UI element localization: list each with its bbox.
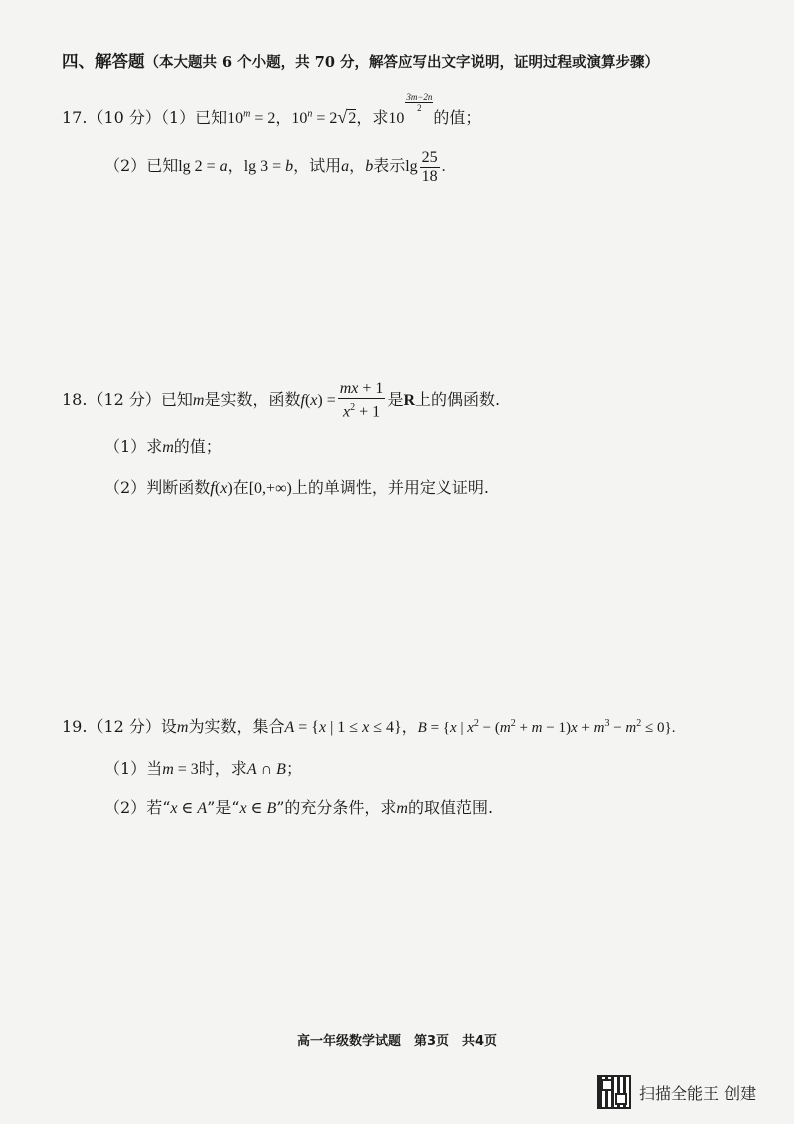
q17-lg-frac: lg $\frac{25}{18}$ . [405,148,446,185]
q19-intersection: A ∩ B [246,761,286,778]
q17-part2-text1: 已知 [146,156,179,175]
q17-number: 17. [62,108,88,127]
q17-part1-label: （1） [160,108,196,127]
q18-part1-label: （1） [104,437,147,456]
q17-formula-10n: $10^n = 2√2$ [291,107,357,127]
scanner-watermark [597,1075,756,1109]
q18-text2: 是实数，函数 [204,390,301,410]
q18-function: f [300,392,305,410]
q17-part1-text1: 已知 [195,108,228,127]
q18-part2-label: （2） [104,478,147,497]
q19-part2-text3: ”的充分条件，求 [276,798,397,817]
section-header [62,52,659,73]
q19-part1-text1: 当 [146,759,163,778]
q17-points: （10 分） [87,108,161,127]
q18-points: （12 分） [87,390,161,410]
q19-part1-text2: 时，求 [198,759,247,778]
page-footer: 高一年级数学试题 第3页 共4页 [296,1034,498,1049]
q19-set-b: B = {x | $x^2 - (m^2 + m - 1)x + m^3 - m^2 \le 0$}. [417,718,676,736]
q19-part1-label: （1） [104,759,147,778]
q18-fraction: $\frac{mx + 1}{x^2 + 1}$ [339,380,384,421]
q17-formula-10m: $10^m = 2$ [227,108,276,127]
q17-part2-label: （2） [104,156,147,175]
q18-part1-text2: 的值； [173,437,222,456]
q17-part2-text2: ，试用 [293,156,342,175]
q18-part2: （2）判断函数f(x)在[0,+∞)上的单调性，并用定义证明. [104,478,489,497]
q19-points: （12 分） [87,717,161,736]
q19-set-a: A = {x | 1 ≤ x ≤ 4} [284,719,402,736]
q18-part1: （1）求m的值； [104,437,222,456]
q17-part1-text3: 的值； [433,108,482,127]
q19-part2-text4: 的取值范围. [407,798,494,817]
q18-text4: 上的偶函数. [415,390,501,410]
qr-code-icon [597,1075,631,1109]
q17-lg3: lg 3 = b [243,158,294,175]
q19-text2: 为实数，集合 [188,717,285,736]
q18-part2-text3: 上的单调性，并用定义证明. [291,478,489,497]
section-title: 四、解答题 [62,52,145,71]
q17-lg2: lg 2 = a [178,158,228,175]
q17-part1-text2: ，求 [356,108,389,127]
q18-text3: 是 [387,390,404,410]
q19-text1: 设 [160,717,177,736]
q17-formula-target: 10 $\frac{3m-2n}{2}$ [388,92,433,127]
q19-number: 19. [62,717,88,736]
q17-part1: 17.（10 分）（1）已知$10^m = 2$，$10^n = 2√2$，求10 $\frac{3m-2n}{2}$ 的值； [62,92,482,127]
q17-part2: （2）已知lg 2 = a，lg 3 = b，试用a，b表示lg $\frac{25}{18}$ . [104,148,446,185]
scanner-label: 扫描全能王 创建 [639,1083,757,1103]
q18-part2-text2: 在 [232,478,249,497]
q19-stem: 19.（12 分）设m为实数，集合A = {x | 1 ≤ x ≤ 4}，B = {x | $x^2 - (m^2 + m - 1)x + m^3 - m^2 \le 0$}. [62,717,676,736]
q18-text1: 已知 [160,390,193,410]
q19-part2-text1: 若“ [146,798,171,817]
q19-part2: （2）若“x ∈ A”是“x ∈ B”的充分条件，求m的取值范围. [104,798,494,817]
section-note: （本大题共 6 个小题，共 70 分，解答应写出文字说明，证明过程或演算步骤） [144,54,659,71]
q19-part2-text2: ”是“ [207,798,240,817]
q17-part2-text3: 表示 [373,156,406,175]
q18-stem: 18.（12 分）已知m是实数，函数f(x) = $\frac{mx + 1}{x^2 + 1}$ 是R上的偶函数. [62,380,501,421]
q19-part1: （1）当m = 3时，求A ∩ B； [104,759,302,778]
q18-interval: [0,+∞) [248,480,292,497]
q18-number: 18. [62,390,88,410]
q18-part1-text: 求 [146,437,163,456]
q19-part2-label: （2） [104,798,147,817]
q18-part2-text1: 判断函数 [146,478,211,497]
